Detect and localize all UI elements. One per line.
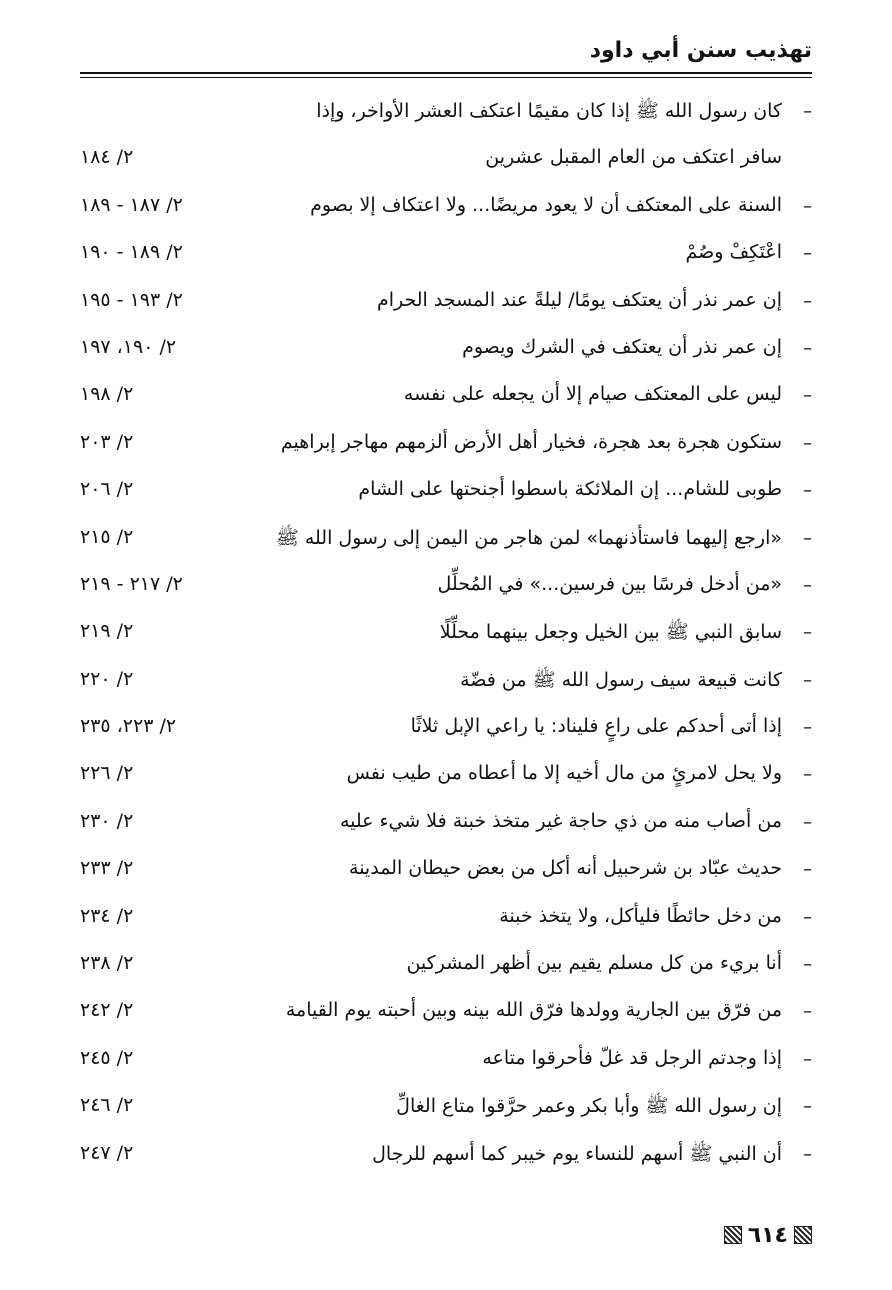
entry-reference: ٢/ ٢٢٣، ٢٣٥ — [80, 715, 177, 738]
entry-dash: – — [803, 1096, 812, 1118]
index-entry — [80, 90, 812, 137]
entry-reference: ٢/ ١٨٩ - ١٩٠ — [80, 241, 183, 264]
entry-text: ليس على المعتكف صيام إلا أن يجعله على نفسه — [403, 383, 782, 406]
index-entry — [80, 611, 812, 658]
entry-text: أن النبي ﷺ أسهم للنساء يوم خيبر كما أسهم للرجال — [372, 1142, 782, 1165]
index-entry — [80, 280, 812, 327]
index-entry — [80, 896, 812, 943]
entry-text: أنا بريء من كل مسلم يقيم بين أظهر المشركين — [406, 952, 782, 975]
entry-reference: ٢/ ١٩٣ - ١٩٥ — [80, 288, 183, 311]
entry-text: من أصاب منه من ذي حاجة غير متخذ خبنة فلا شيء عليه — [339, 809, 782, 832]
ornament-icon — [724, 1226, 742, 1244]
entry-dash: – — [803, 811, 812, 833]
index-entry — [80, 990, 812, 1037]
page-number: ٦١٤ — [747, 1222, 788, 1248]
index-entry — [80, 801, 812, 848]
entry-dash: – — [803, 622, 812, 644]
hadith-index-list — [80, 90, 812, 1180]
index-entry — [80, 943, 812, 990]
entry-dash: – — [803, 859, 812, 881]
entry-text: سافر اعتكف من العام المقبل عشرين — [485, 146, 782, 169]
running-title: تهذيب سنن أبي داود — [589, 38, 812, 63]
entry-reference: ٢/ ١٩٠، ١٩٧ — [80, 335, 177, 358]
entry-dash: – — [803, 954, 812, 976]
index-entry — [80, 327, 812, 374]
entry-dash: – — [803, 480, 812, 502]
entry-dash: – — [803, 432, 812, 454]
entry-dash: – — [803, 1001, 812, 1023]
entry-reference: ٢/ ٢٣٣ — [80, 857, 134, 880]
index-entry — [80, 185, 812, 232]
entry-dash: – — [803, 385, 812, 407]
entry-reference: ٢/ ٢٤٧ — [80, 1141, 134, 1164]
page-footer — [724, 1220, 812, 1250]
index-entry — [80, 137, 812, 184]
entry-reference: ٢/ ٢٣٤ — [80, 904, 134, 927]
page-header — [80, 38, 812, 74]
entry-reference: ٢/ ٢٤٥ — [80, 1046, 134, 1069]
entry-reference: ٢/ ٢١٩ — [80, 620, 134, 643]
entry-text: إذا أتى أحدكم على راعٍ فليناد: يا راعي الإبل ثلاثًا — [410, 715, 782, 738]
entry-reference: ٢/ ٢٢٦ — [80, 762, 134, 785]
index-entry — [80, 659, 812, 706]
ornament-icon — [794, 1226, 812, 1244]
entry-reference: ٢/ ١٨٧ - ١٨٩ — [80, 193, 183, 216]
header-rule — [80, 72, 812, 74]
header-rule-thin — [80, 77, 812, 78]
entry-text: كانت قبيعة سيف رسول الله ﷺ من فضّة — [460, 668, 782, 691]
entry-reference: ٢/ ٢٢٠ — [80, 667, 134, 690]
entry-text: «ارجع إليهما فاستأذنهما» لمن هاجر من اليمن إلى رسول الله ﷺ — [275, 526, 782, 549]
entry-dash: – — [803, 243, 812, 265]
entry-dash: – — [803, 906, 812, 928]
index-entry — [80, 374, 812, 421]
entry-text: طوبى للشام... إن الملائكة باسطوا أجنحتها على الشام — [358, 478, 782, 501]
entry-text: إن عمر نذر أن يعتكف يومًا/ ليلةً عند المسجد الحرام — [376, 288, 782, 311]
entry-dash: – — [803, 527, 812, 549]
entry-reference: ٢/ ١٩٨ — [80, 383, 134, 406]
entry-reference: ٢/ ٢١٧ - ٢١٩ — [80, 572, 183, 595]
entry-dash: – — [803, 717, 812, 739]
entry-reference: ٢/ ٢٠٣ — [80, 430, 134, 453]
entry-dash: – — [803, 337, 812, 359]
index-entry — [80, 232, 812, 279]
index-entry — [80, 1085, 812, 1132]
entry-dash: – — [803, 669, 812, 691]
entry-reference: ٢/ ٢٣٨ — [80, 952, 134, 975]
entry-dash: – — [803, 290, 812, 312]
entry-dash: – — [803, 1143, 812, 1165]
entry-dash: – — [803, 764, 812, 786]
index-entry — [80, 517, 812, 564]
index-entry — [80, 848, 812, 895]
entry-reference: ٢/ ٢٤٦ — [80, 1094, 134, 1117]
entry-dash: – — [803, 195, 812, 217]
entry-text: كان رسول الله ﷺ إذا كان مقيمًا اعتكف العشر الأواخر، وإذا — [316, 100, 782, 122]
entry-dash: – — [803, 574, 812, 596]
entry-reference: ٢/ ٢٤٢ — [80, 999, 134, 1022]
entry-reference: ٢/ ١٨٤ — [80, 146, 134, 169]
entry-text: من دخل حائطًا فليأكل، ولا يتخذ خبنة — [499, 904, 782, 927]
entry-reference: ٢/ ٢١٥ — [80, 525, 134, 548]
index-entry — [80, 1133, 812, 1180]
index-entry — [80, 706, 812, 753]
index-entry — [80, 422, 812, 469]
index-entry — [80, 469, 812, 516]
entry-text: سابق النبي ﷺ بين الخيل وجعل بينهما محلِّلًا — [439, 621, 782, 644]
entry-text: اعْتَكِفْ وصُمْ — [685, 241, 782, 264]
entry-text: السنة على المعتكف أن لا يعود مريضًا... ولا اعتكاف إلا بصوم — [310, 193, 782, 216]
entry-reference: ٢/ ٢٠٦ — [80, 478, 134, 501]
index-entry — [80, 564, 812, 611]
entry-text: ولا يحل لامرئٍ من مال أخيه إلا ما أعطاه من طيب نفس — [346, 762, 782, 785]
index-entry — [80, 753, 812, 800]
entry-reference: ٢/ ٢٣٠ — [80, 809, 134, 832]
entry-text: إذا وجدتم الرجل قد غلّ فأحرقوا متاعه — [482, 1046, 782, 1069]
entry-text: حديث عبّاد بن شرحبيل أنه أكل من بعض حيطان المدينة — [349, 857, 782, 880]
entry-text: إن رسول الله ﷺ وأبا بكر وعمر حرَّقوا متاع الغالِّ — [396, 1095, 782, 1118]
entry-dash: – — [803, 101, 812, 122]
entry-text: ستكون هجرة بعد هجرة، فخيار أهل الأرض ألزمهم مهاجر إبراهيم — [280, 430, 782, 453]
entry-dash: – — [803, 1048, 812, 1070]
index-entry — [80, 1038, 812, 1085]
entry-text: إن عمر نذر أن يعتكف في الشرك ويصوم — [462, 335, 782, 358]
entry-text: «من أدخل فرسًا بين فرسين...» في المُحلِّل — [437, 572, 782, 595]
entry-text: من فرّق بين الجارية وولدها فرّق الله بينه وبين أحبته يوم القيامة — [285, 999, 782, 1022]
